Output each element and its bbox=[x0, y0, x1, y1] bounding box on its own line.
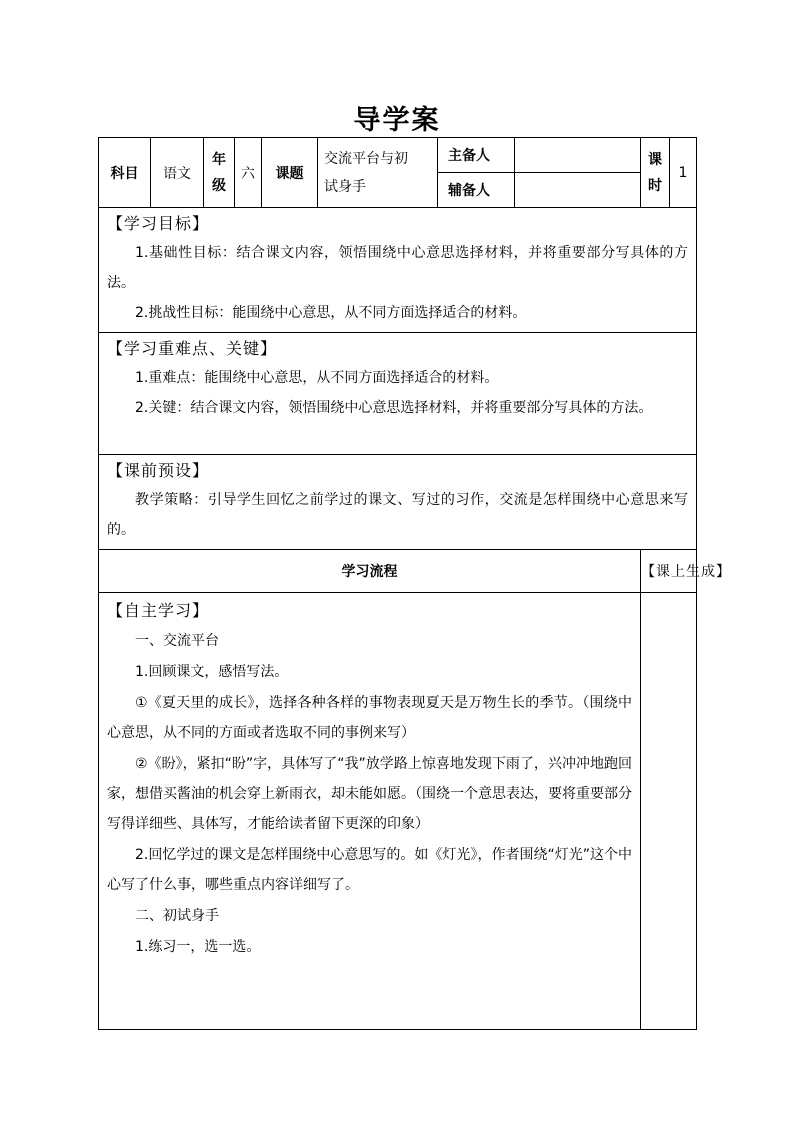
period-label-top: 课 bbox=[648, 151, 662, 168]
objective-item-2: 2.挑战性目标：能围绕中心意思，从不同方面选择适合的材料。 bbox=[135, 305, 527, 321]
document-title: 导学案 bbox=[353, 105, 441, 136]
preview-section bbox=[99, 455, 697, 550]
subject-value: 语文 bbox=[151, 138, 204, 208]
main-preparer-label: 主备人 bbox=[438, 138, 515, 173]
grade-label-top: 年 bbox=[212, 151, 226, 168]
key-points-heading: 【学习重难点、关键】 bbox=[107, 339, 278, 358]
period-value: 1 bbox=[670, 138, 697, 208]
topic-value-line1: 交流平台与初 bbox=[324, 150, 408, 167]
objectives-section bbox=[99, 208, 697, 333]
key-points-section bbox=[99, 333, 697, 455]
flow-paragraph-7: 1.练习一，选一选。 bbox=[135, 939, 261, 955]
lesson-plan-table bbox=[98, 137, 731, 1030]
objectives-heading: 【学习目标】 bbox=[107, 214, 210, 233]
period-label-bottom: 时 bbox=[648, 177, 662, 194]
main-preparer-value bbox=[515, 138, 641, 173]
topic-value-line2: 试身手 bbox=[324, 178, 366, 195]
flow-paragraph-6: 二、初试身手 bbox=[135, 908, 219, 924]
grade-label bbox=[204, 138, 235, 208]
flow-paragraph-3: ①《夏天里的成长》，选择各种各样的事物表现夏天是万物生长的季节。（围绕中心意思，从不同的方面或者选取不同的事例来写） bbox=[107, 695, 632, 741]
period-label bbox=[641, 138, 670, 208]
objective-item-1: 1.基础性目标：结合课文内容，领悟围绕中心意思选择材料，并将重要部分写具体的方法。 bbox=[107, 245, 688, 291]
key-point-item-2: 2.关键：结合课文内容，领悟围绕中心意思选择材料，并将重要部分写具体的方法。 bbox=[135, 400, 653, 416]
assist-preparer-value bbox=[515, 173, 641, 208]
subject-label: 科目 bbox=[99, 138, 151, 208]
key-point-item-1: 1.重难点：能围绕中心意思，从不同方面选择适合的材料。 bbox=[135, 370, 499, 386]
grade-value: 六 bbox=[235, 138, 262, 208]
assist-preparer-label: 辅备人 bbox=[438, 173, 515, 208]
flow-paragraph-1: 一、交流平台 bbox=[135, 633, 219, 649]
self-study-heading: 【自主学习】 bbox=[107, 601, 210, 620]
flow-heading: 学习流程 bbox=[99, 550, 641, 593]
flow-paragraph-5: 2.回忆学过的课文是怎样围绕中心意思写的。如《灯光》，作者围绕“灯光”这个中心写了什么事，哪些重点内容详细写了。 bbox=[107, 847, 632, 893]
flow-paragraph-4: ②《盼》，紧扣“盼”字，具体写了“我”放学路上惊喜地发现下雨了，兴冲冲地跑回家，想借买酱油的机会穿上新雨衣，却未能如愿。（围绕一个意思表达，要将重要部分写得详细些、具体写，才能给读者留下更深的印象） bbox=[107, 756, 632, 832]
topic-value bbox=[318, 138, 438, 208]
preview-heading: 【课前预设】 bbox=[107, 461, 210, 480]
topic-label: 课题 bbox=[262, 138, 318, 208]
flow-body bbox=[99, 593, 641, 1030]
in-class-generation-heading: 【课上生成】 bbox=[641, 550, 697, 593]
in-class-generation-body[interactable] bbox=[641, 593, 697, 1030]
grade-label-bottom: 级 bbox=[212, 177, 226, 194]
preview-item-1: 教学策略：引导学生回忆之前学过的课文、写过的习作，交流是怎样围绕中心意思来写的。 bbox=[107, 492, 688, 538]
flow-paragraph-2: 1.回顾课文，感悟写法。 bbox=[135, 664, 289, 680]
